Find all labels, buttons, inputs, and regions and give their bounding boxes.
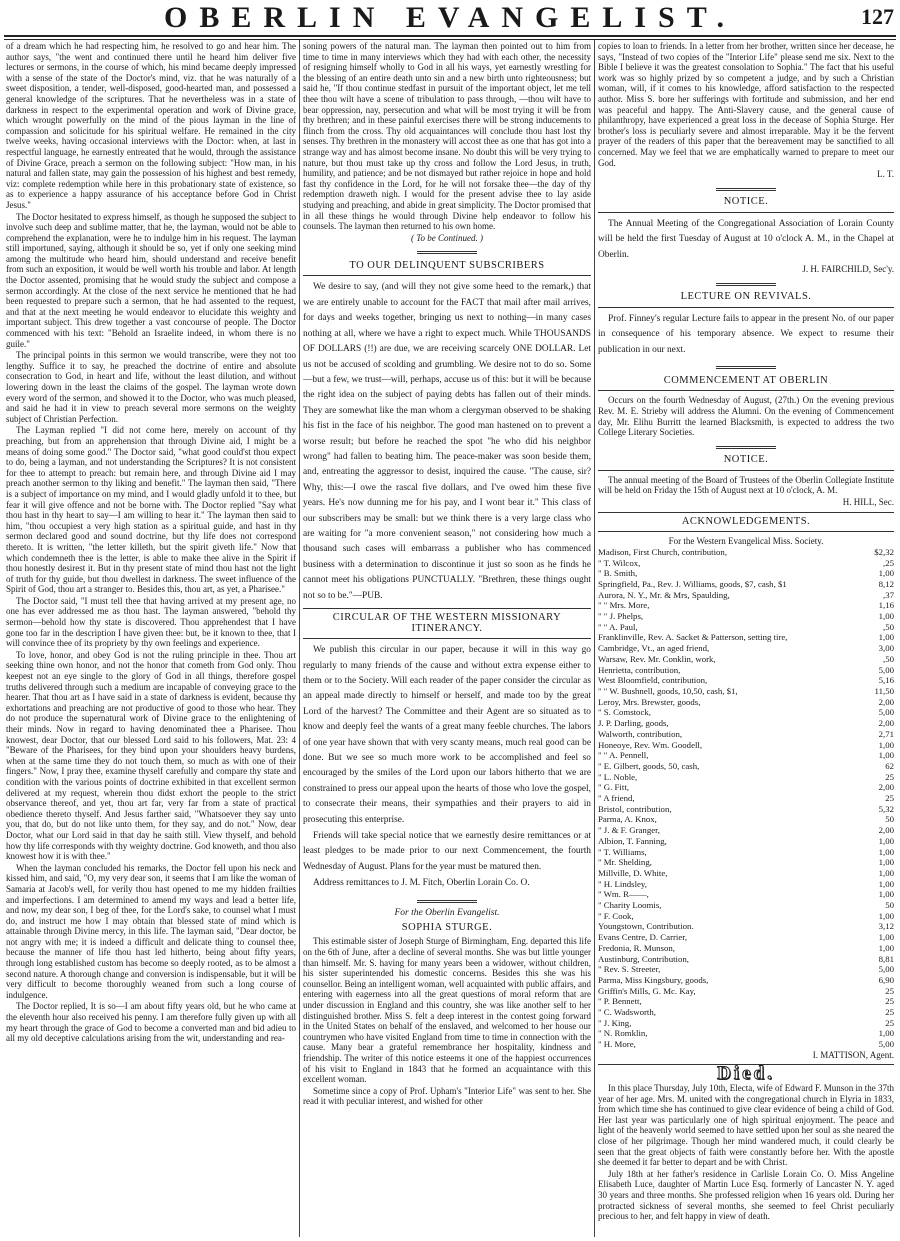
article-paragraph: of a dream which he had respecting him, he resolved to go and hear him. The author says, "the went and continued there until he heard him deliver five lectures or sermons, in the course of which, his mind became deeply impressed with a sense of the state of the Doctor's mind, viz. that he was naturally of a sweet disposition, a tender, well-disposed, good-hearted man, and possessed a general knowledge of the scriptures. That he nevertheless was in a state of darkness in respect to the experimental operation and work of Divine grace, which wrought powerfully on the mind of the pious layman in the line of compassion and solicitude for his spiritual welfare. He remained in the city twelve weeks, having occasional interviews with the Doctor: when, at last in respectful language, he earnestly entreated that he would, through the assistance of Divine Grace, preach a sermon on the following subject: "How man, in his natural and fallen state, may gain the possession of his highest and best remedy, viz: complete redemption while here in this probationary state of existence, so as to experience a happy assurance of his acceptance before God in Christ Jesus." xyxy=(6,41,296,210)
ack-name: " " A. Pennell, xyxy=(598,750,649,761)
ack-amount: 3,00 xyxy=(878,643,894,654)
ack-name: " E. Gilbert, goods, 50, cash, xyxy=(598,760,700,771)
ack-row xyxy=(598,579,894,590)
ack-name: " " Mrs. More, xyxy=(598,600,650,611)
ack-name: Austinburg, Contribution, xyxy=(598,953,689,964)
ack-amount: 1,00 xyxy=(878,1028,894,1039)
ack-name: " L. Noble, xyxy=(598,771,638,782)
ack-amount: 50 xyxy=(885,900,894,911)
circular-paragraph: Address remittances to J. M. Fitch, Oberlin Lorain Co. O. xyxy=(313,878,530,889)
ack-row xyxy=(598,675,894,686)
ack-amount: 25 xyxy=(885,996,894,1007)
ack-amount: 11,50 xyxy=(874,685,894,696)
ack-name: " Charity Loomis, xyxy=(598,900,662,911)
ack-row xyxy=(598,558,894,569)
section-divider xyxy=(598,361,894,372)
ack-row xyxy=(598,836,894,847)
ack-name: Madison, First Church, contribution, xyxy=(598,546,728,557)
ack-amount: 1,00 xyxy=(878,835,894,846)
ack-row xyxy=(598,879,894,890)
ack-amount: 2,00 xyxy=(878,825,894,836)
ack-amount: 5,16 xyxy=(878,675,894,686)
ack-row xyxy=(598,996,894,1007)
column-1 xyxy=(6,41,296,1237)
ack-name: " F. Cook, xyxy=(598,910,634,921)
ack-amount: 1,00 xyxy=(878,568,894,579)
ack-amount: 1,00 xyxy=(878,632,894,643)
ack-amount: 5,32 xyxy=(878,803,894,814)
ack-row xyxy=(598,814,894,825)
column-divider xyxy=(594,40,595,1237)
ack-amount: 2,71 xyxy=(878,728,894,739)
ack-amount: 5,00 xyxy=(878,1039,894,1050)
section-divider xyxy=(303,246,591,257)
ack-amount: 25 xyxy=(885,1007,894,1018)
sophia-heading: SOPHIA STURGE. xyxy=(401,921,493,933)
ack-row xyxy=(598,1018,894,1029)
ack-amount: 25 xyxy=(885,985,894,996)
ack-name: " T. Wilcox, xyxy=(598,557,641,568)
ack-row xyxy=(598,921,894,932)
page-number: 127 xyxy=(861,4,894,29)
ack-amount: 5,00 xyxy=(878,707,894,718)
ack-name: Springfield, Pa., Rev. J. Williams, goods, $7, cash, $1 xyxy=(598,578,787,589)
ack-row xyxy=(598,740,894,751)
ack-name: " S. Comstock, xyxy=(598,707,651,718)
notice2-signature: H. HILL, Sec. xyxy=(842,497,894,508)
ack-name: Franklinville, Rev. A. Sacket & Patterson, setting tire, xyxy=(598,632,788,643)
ack-amount: 25 xyxy=(885,771,894,782)
ack-name: " H. Lindsley, xyxy=(598,878,647,889)
ack-row xyxy=(598,954,894,965)
article-paragraph: The principal points in this sermon we would transcribe, were they not too lengthy. Suffice it to say, he preached the doctrine of entire and absolute consecration to God, in heart and life, without the least dilution, and without lowering down in the least the claims of the gospel. The layman wrote down every word of the sermon, and showed it to the Doctor, who was much pleased, and said he had it in view to preach several more sermons on the weighty subject of Christian Perfection. xyxy=(6,350,296,424)
section-divider xyxy=(598,441,894,452)
ack-row xyxy=(598,804,894,815)
section-divider xyxy=(598,512,894,513)
obituary-paragraph: July 18th at her father's residence in Carlisle Lorain Co. O. Miss Angeline Elisabeth Luce, daughter of Martin Luce Esq. formerly of Lancaster N. Y. aged 30 years and three months. She professed religion when 16 years old. During her protracted sickness of several months, she seemed to feel Christ peculiarly precious to her, and felt happy in view of death. xyxy=(598,1168,894,1222)
sophia-byline: For the Oberlin Evangelist. xyxy=(394,908,500,919)
masthead xyxy=(0,0,900,36)
ack-row xyxy=(598,697,894,708)
article-paragraph: To love, honor, and obey God is not the ruling principle in thee. Thou art seeking thine own honor, and not the honor that cometh from God only. Thou keepest not an eye single to the glory of God in all things, therefore gospel truths delivered through such a medium are incapable of conveying grace to the hearer. That thou art as I have said in a state of darkness is evident, because thy exhortations and preaching are not productive of good to those who hear. They do not produce the supernatural work of Divine grace to the enlightening of their minds. Now in regard to having denominated thee a Pharisee. Thou knowest, dear Doctor, that our blessed Lord said to his followers, Mat. 23: 4 "Beware of the Pharisees, for they bind upon your shoulders heavy burdens, when at the same time they do not touch them, so much as with one of their fingers." Now, I pray thee, examine thyself carefully and compare thy state and condition with the various points of doctrine exhibited in that excellent sermon delivered at my request, wherein thou didst exhort the people to the strict observance thereof, and yet, thou art far, very far from a state of practical obedience thereto thyself. And Jesus farther said, "Whatsoever they say unto you, that do, but do not like unto them, for they say, and do not." Now, dear Doctor, what our Lord said in that day he saith still. View thyself, and behold how thy life corresponds with thy weighty doctrine. God knoweth, and thou also knowest how it is with thee." xyxy=(6,649,296,862)
continued-note: ( To be Continued. ) xyxy=(411,232,483,243)
ack-row xyxy=(598,632,894,643)
ack-name: J. P. Darling, goods, xyxy=(598,718,669,729)
ack-amount: ,50 xyxy=(883,653,894,664)
ack-name: " G. Fitt, xyxy=(598,782,629,793)
ack-amount: 1,00 xyxy=(878,739,894,750)
ack-amount: 6,90 xyxy=(878,974,894,985)
heading-rule xyxy=(598,212,894,213)
ack-name: Youngstown, Contribution. xyxy=(598,921,694,932)
article-paragraph: The Doctor hesitated to express himself, as though he supposed the subject to involve such deep and sublime matter, that he, the layman, would not be able to comprehend the explanation, were he to indulge him in his request. The layman still importuned, saying, although it should be so, yet if only one seeking mind among the multitude who heard him, should understand and receive benefit from such an exposition, it would be well worth his trouble and labor. At length the Doctor assented, promising that he would study the subject and compose a sermon accordingly. At the close of the next service he mentioned that he had been requested to prepare such a sermon, that he had assented to the request, and that at the next meeting he would endeavor to elucidate this weighty and important subject. This drew together a vast concourse of people. The Doctor commenced with his text: "Behold an Israelite indeed, in whom there is no guile." xyxy=(6,211,296,349)
delinquent-heading: TO OUR DELINQUENT SUBSCRIBERS xyxy=(349,259,545,271)
ack-name: Bristol, contribution, xyxy=(598,803,672,814)
ack-name: " Rev. S. Streeter, xyxy=(598,964,661,975)
ack-row xyxy=(598,772,894,783)
column-3 xyxy=(598,41,894,1237)
ack-amount: 1,00 xyxy=(878,846,894,857)
article-paragraph: The Doctor said, "I must tell thee that having arrived at my present age, no one has ever addressed me as thou hast. The layman answered, "behold thy sermon—behold how thy state is discovered. Thou apprehendest that I have gone too far in the description I have given thee: but, be it known to thee, that I will convince thee of its propriety by thy own feelings and experience. xyxy=(6,595,296,649)
ack-amount: 2,00 xyxy=(878,696,894,707)
heading-rule xyxy=(598,470,894,471)
ack-amount: 8,81 xyxy=(878,953,894,964)
ack-name: " H. More, xyxy=(598,1039,636,1050)
died-heading: Died. xyxy=(717,1063,775,1085)
ack-name: " T. Williams, xyxy=(598,846,647,857)
ack-name: " C. Wadsworth, xyxy=(598,1007,656,1018)
section-divider xyxy=(598,183,894,194)
ack-row xyxy=(598,654,894,665)
heading-rule xyxy=(598,531,894,532)
article-paragraph: The Layman replied "I did not come here, merely on account of thy preaching, but from an apprehension that through Divine aid, I might be a means of doing some good." The Doctor said, "what good could'st thou expect to do, being a layman, and not understanding the Scriptures? It is not consistent for thee to attempt to preach: but remain here, and through Divine aid I may preach another sermon to thy liking and benefit." The layman then said, "There is a subject of importance on my mind, and I would gladly unfold it to thee, but fear it will give offence and not be borne with. The Doctor replied "Say what thou hast in thy heart to say—I am willing to hear it." The layman then said to him, "thou occupiest a very high station as a spiritual guide, and hast in thy sermon declared good and sound doctrine, but thy life does not correspond thereto. It is written, "the letter killeth, but the spirit giveth life." Now that which condemneth thee is the letter, is able to make thee alive in the Spirit if thou honestly desirest it. But in thy present state of mind thou hast not the light of truth for thy guide, but thou dwellest in darkness. The sweet influence of the Spirit of God, thou art a stranger to. Besides this, thou art, as yet, a Pharisee." xyxy=(6,425,296,595)
ack-name: Parma, A. Knox, xyxy=(598,814,657,825)
ack-subtitle: For the Western Evangelical Miss. Society. xyxy=(668,536,824,547)
ack-row xyxy=(598,622,894,633)
ack-name: " " W. Bushnell, goods, 10,50, cash, $1, xyxy=(598,685,738,696)
commencement-heading: COMMENCEMENT AT OBERLIN xyxy=(663,374,829,386)
revivals-text: Prof. Finney's regular Lecture fails to appear in the present No. of our paper in consequence of his temporary absence. We expect to resume their publication in our next. xyxy=(598,313,894,355)
ack-amount: 1,00 xyxy=(878,932,894,943)
ack-row xyxy=(598,932,894,943)
ack-name: Griffin's Mills, G. Mc. Kay, xyxy=(598,985,696,996)
ack-row xyxy=(598,1028,894,1039)
section-divider xyxy=(598,278,894,289)
ack-name: " " J. Phelps, xyxy=(598,611,644,622)
commencement-text: Occurs on the fourth Wednesday of August, (27th.) On the evening previous Rev. M. E. Strieby will address the Alumni. On the evening of Commencement day, Mr. Elihu Burritt the learned Blacksmith, is expected to address the two College Literary Societies. xyxy=(598,395,894,438)
ack-amount: 2,00 xyxy=(878,782,894,793)
ack-row xyxy=(598,547,894,558)
ack-name: Albion, T. Fanning, xyxy=(598,835,667,846)
ack-name: Aurora, N. Y., Mr. & Mrs, Spaulding, xyxy=(598,589,730,600)
ack-amount: 3,12 xyxy=(878,921,894,932)
heading-rule xyxy=(303,275,591,276)
article-paragraph: When the layman concluded his remarks, the Doctor fell upon his neck and kissed him, and said, "O, my very dear son, it seems that I am like the woman of Samaria at Jacob's well, for verily thou hast opened to me my hidden frailties and imperfections. I am determined to amend my ways and lead a better life, and now, my dear son, I beg of thee, for the Lord's sake, to counsel what I must do, and instruct me how I may obtain that blessed state of mind which is attainable through Divine mercy, in this life. The layman said, "Dear doctor, be not angry with me; it is indeed a difficult and delicate thing to counsel thee, because the manner of life thou hast led hitherto, being about fifty years, through long established custom has become so deeply rooted, as to be almost a second nature. A thorough change and conversion is indispensable, but it will be very difficult to become thoroughly weaned from such a long course of indulgence. xyxy=(6,862,296,1000)
circular-heading: CIRCULAR OF THE WESTERN MISSIONARY ITINERANCY. xyxy=(332,612,562,634)
ack-row xyxy=(598,857,894,868)
ack-row xyxy=(598,975,894,986)
ack-amount: 1,00 xyxy=(878,889,894,900)
ack-row xyxy=(598,825,894,836)
ack-amount: 1,16 xyxy=(878,600,894,611)
notice2-heading: NOTICE. xyxy=(723,454,769,466)
ack-name: West Bloomfield, contribution, xyxy=(598,675,708,686)
ack-row xyxy=(598,643,894,654)
sophia-paragraph: Sometime since a copy of Prof. Upham's "Interior Life" was sent to her. She read it with peculiar interest, and wished for other xyxy=(303,1085,591,1107)
ack-row xyxy=(598,1007,894,1018)
obituary-paragraph: In this place Thursday, July 10th, Electa, wife of Edward F. Munson in the 37th year of her age. Mrs. M. united with the congregational church in Elyria in 1833, from which time she has continued to give clear evidence of being a child of God. Her last year was particularly one of high spiritual enjoyment. The peace and light of the heavenly world seemed to have settled upon her soul as she neared the close of her pilgrimage. Though her mind wandered much, it could clearly be seen that the great objects of faith were constantly before her. With the apostle she deemed it far better to depart and be with Christ. xyxy=(598,1083,894,1168)
ack-amount: ,37 xyxy=(883,589,894,600)
article-paragraph: The Doctor replied, It is so—I am about fifty years old, but he who came at the eleventh hour also received his penny. I am therefore fully given up with all my heart through the grace of God to become a converted man and bid adieu to all my old deceptive calculations arising from the wit, understanding and rea- xyxy=(6,1001,296,1044)
ack-name: Henrietta, contribution, xyxy=(598,664,681,675)
ack-row xyxy=(598,665,894,676)
ack-amount: 62 xyxy=(885,760,894,771)
sophia-continued: copies to loan to friends. In a letter from her brother, written since her decease, he says, "Instead of two copies of the "Interior Life" please send me six. Next to the Bible I believe it was the greatest consolation to Sophia." The fact that his useful work was so highly prized by so competent a judge, and by such a Christian woman, will, if it comes to his knowledge, afford satisfaction to the respected author. Miss S. bore her sufferings with fortitude and submission, and her end was peaceful and happy. The Anti-Slavery cause, and the general cause of philanthropy, have experienced a great loss in the decease of Sophia Sturge. Her brother's loss is peculiarly severe and almost irreparable. May it be the fervent prayer of the readers of this paper that the bereavement may be sanctified to all concerned. May we feel that we are emphatically warned to prepare to meet our God. xyxy=(598,41,894,168)
ack-name: " J. & F. Granger, xyxy=(598,825,660,836)
column-2 xyxy=(303,41,591,1237)
ack-row xyxy=(598,847,894,858)
masthead-title: OBERLIN EVANGELIST. xyxy=(163,1,736,34)
ack-name: " Mr. Shelding, xyxy=(598,857,652,868)
ack-row xyxy=(598,718,894,729)
ack-row xyxy=(598,793,894,804)
ack-amount: ,50 xyxy=(883,621,894,632)
ack-row xyxy=(598,911,894,922)
ack-row xyxy=(598,707,894,718)
ack-amount: ,25 xyxy=(883,557,894,568)
ack-amount: 25 xyxy=(885,793,894,804)
ack-amount: 5,00 xyxy=(878,964,894,975)
ack-name: Honeoye, Rev. Wm. Goodell, xyxy=(598,739,703,750)
heading-rule xyxy=(598,390,894,391)
ack-name: Millville, D. White, xyxy=(598,867,668,878)
ack-amount: 1,00 xyxy=(878,910,894,921)
sophia-signature: L. T. xyxy=(877,169,894,180)
ack-amount: 50 xyxy=(885,814,894,825)
revivals-heading: LECTURE ON REVIVALS. xyxy=(680,291,812,303)
ack-name: Leroy, Mrs. Brewster, goods, xyxy=(598,696,701,707)
ack-row xyxy=(598,889,894,900)
masthead-rule xyxy=(4,35,896,40)
circular-paragraph: We publish this circular in our paper, because it will in this way go regularly to many friends of the cause and without extra expense either to them or to the Society. Will each reader of the paper consider the circular as an appeal made directly to himself or herself, and made too by the great Lord of the harvest? The Committee and their Agent are so situated as to know and deeply feel the wants of a great many feeble churches. The labors of one year have shown that with very scanty means, much real good can be done. But we see so much more work to be accomplished and feel so encouraged by the smiles of the Lord upon our labors hitherto that we are constrained to press our appeal upon the hearts of those who love the gospel, to consecrate their means, their sympathies and their prayers to aid in prosecuting this enterprise. xyxy=(303,645,591,825)
ack-row xyxy=(598,761,894,772)
ack-row xyxy=(598,964,894,975)
ack-row xyxy=(598,986,894,997)
heading-rule xyxy=(303,638,591,639)
section-divider xyxy=(303,895,591,906)
ack-name: " A friend, xyxy=(598,793,635,804)
notice1-text: The Annual Meeting of the Congregational Association of Lorain County will be held the first Tuesday of August at 10 o'clock A. M., in the Chapel at Oberlin. xyxy=(598,218,894,260)
ack-name: " B. Smith, xyxy=(598,568,638,579)
ack-row xyxy=(598,568,894,579)
ack-row xyxy=(598,1039,894,1050)
ack-list xyxy=(598,547,894,1050)
notice1-heading: NOTICE. xyxy=(723,196,769,208)
circular-paragraph: Friends will take special notice that we earnestly desire remittances or at least pledges to be made prior to our next Commencement, the fourth Wednesday of August. Plans for the year must be matured then. xyxy=(303,831,591,872)
article-paragraph: soning powers of the natural man. The layman then pointed out to him from time to time in many interviews which they had with each other, the necessity of resigning himself wholly to God in all his ways, yet earnestly wrestling for the blessing of an entire death unto sin and a new birth unto righteousness; but said he, "If thou continue stedfast in pursuit of the important object, let me tell thee thou wilt have a scene of tribulation to pass through, —thou wilt have to bear oppression, nay, persecution and what will be most trying it will be from thy brethren; and in these painful exercises there will be strong inducements to flinch from the cross. Thy old acquaintances will conclude thou hast lost thy senses. Thy brethren in the monastery will accost thee as one that has got into a strange way and has almost become insane. No doubt this will be very trying to nature, but thou must take up thy cross and follow the Lord Jesus, in truth, humility, and patience; and be not dismayed but rather rejoice in hope and hold fast thy confidence in the Lord, for he will not forsake thee—the day of thy redemption draweth nigh. I would for the present advise thee to lay aside studying and preaching, and abide in great simplicity. The Doctor promised that in all these things he would through Divine help endeavor to follow his counsels. The layman then returned to his own home. xyxy=(303,41,591,232)
ack-amount: 25 xyxy=(885,1017,894,1028)
ack-amount: $2,32 xyxy=(874,546,894,557)
ack-row xyxy=(598,868,894,879)
ack-signature: I. MATTISON, Agent. xyxy=(812,1049,894,1060)
ack-name: " N. Romklin, xyxy=(598,1028,648,1039)
ack-row xyxy=(598,750,894,761)
ack-name: " J. King, xyxy=(598,1017,632,1028)
notice1-signature: J. H. FAIRCHILD, Sec'y. xyxy=(802,264,894,275)
ack-name: Warsaw, Rev. Mr. Conklin, work, xyxy=(598,653,716,664)
ack-row xyxy=(598,782,894,793)
ack-row xyxy=(598,900,894,911)
ack-row xyxy=(598,729,894,740)
ack-name: Fredonia, R. Munson, xyxy=(598,942,675,953)
ack-amount: 8,12 xyxy=(878,578,894,589)
ack-name: Evans Centre, D. Carrier, xyxy=(598,932,688,943)
ack-amount: 1,00 xyxy=(878,857,894,868)
delinquent-text: We desire to say, (and will they not give some heed to the remark,) that we are entirely unable to account for the FACT that mail after mail arrives, for days and weeks together, bringing us next to nothing—in many cases nothing at all, where we have a right to expect much. While THOUSANDS OF DOLLARS (!!) are due, we are receiving scarcely ONE DOLLAR. Let us not be accused of scolding and grumbling. We desire not to do so. Some—but a few, we trust—will, perhaps, accuse us of this: but it will be because the right idea on the subject of paying debts has fallen out of their minds. They are somewhat like the man whom a clergyman observed to be shaking his fist in the face of his neighbor. The good man hastened on to prevent a worse result; but before he reached the spot "he who did his neighbor wrong" had fallen to beating him. The peace-maker was soon beside them, and, entreating the aggressor to desist, inquired the cause. "The cause, sir? Why, this:—I owe the rascal five dollars, and I've owed him these five years. He's now dunning me for his pay, and I wont bear it." This class of our subscribers may be small: but we think there is a very large class who are waiting for "a more convenient season," not considering how much a thousand such cases will embarrass a publisher who has commenced business with a determination to discontinue it just so soon as he finds he cannot meet his obligations PUNCTUALLY. "Brethren, these things ought not so to be."—PUB. xyxy=(303,282,591,601)
ack-amount: 1,00 xyxy=(878,878,894,889)
ack-name: " P. Bennett, xyxy=(598,996,642,1007)
ack-heading: ACKNOWLEDGEMENTS. xyxy=(681,515,811,527)
ack-amount: 1,00 xyxy=(878,750,894,761)
ack-name: Walworth, contribution, xyxy=(598,728,683,739)
ack-name: Cambridge, Vt., an aged friend, xyxy=(598,643,710,654)
column-divider xyxy=(299,40,300,1237)
ack-amount: 5,00 xyxy=(878,664,894,675)
ack-row xyxy=(598,943,894,954)
ack-name: " Wm. R——, xyxy=(598,889,649,900)
ack-row xyxy=(598,590,894,601)
ack-row xyxy=(598,686,894,697)
notice2-text: The annual meeting of the Board of Trustees of the Oberlin Collegiate Institute will be held on Friday the 15th of August next at 10 o'clock, A. M. xyxy=(598,474,894,496)
ack-row xyxy=(598,600,894,611)
ack-row xyxy=(598,611,894,622)
ack-amount: 1,00 xyxy=(878,867,894,878)
heading-rule xyxy=(598,307,894,308)
sophia-paragraph: This estimable sister of Joseph Sturge of Birmingham, Eng. departed this life on the 6th of June, after a decline of several months. She was but little younger than himself. Mr. S. having for many years been a widower, without children, his sister superintended his domestic concerns. Besides this she was his counsellor. Being an intelligent woman, well acquainted with public affairs, and entering with eagerness into all the great questions of moral reform that are under discussion in England and this country, she was like another self to her distinguished brother. Miss S. felt a deep interest in the contest going forward in the United States on behalf of the enslaved, and welcomed to her house our countrymen who have visited England from time to time in connection with the cause. Many bear a grateful remembrance her hospitality, kindness and friendship. The writer of this notice esteems it one of the happiest occurrences of his visit to England in 1843 that he formed an acquaintance with this excellent woman. xyxy=(303,936,591,1085)
section-divider xyxy=(303,608,591,609)
ack-name: Parma, Miss Kingsbury, goods, xyxy=(598,974,709,985)
ack-amount: 1,00 xyxy=(878,611,894,622)
ack-name: " " A. Paul, xyxy=(598,621,638,632)
ack-amount: 1,00 xyxy=(878,942,894,953)
ack-amount: 2,00 xyxy=(878,718,894,729)
